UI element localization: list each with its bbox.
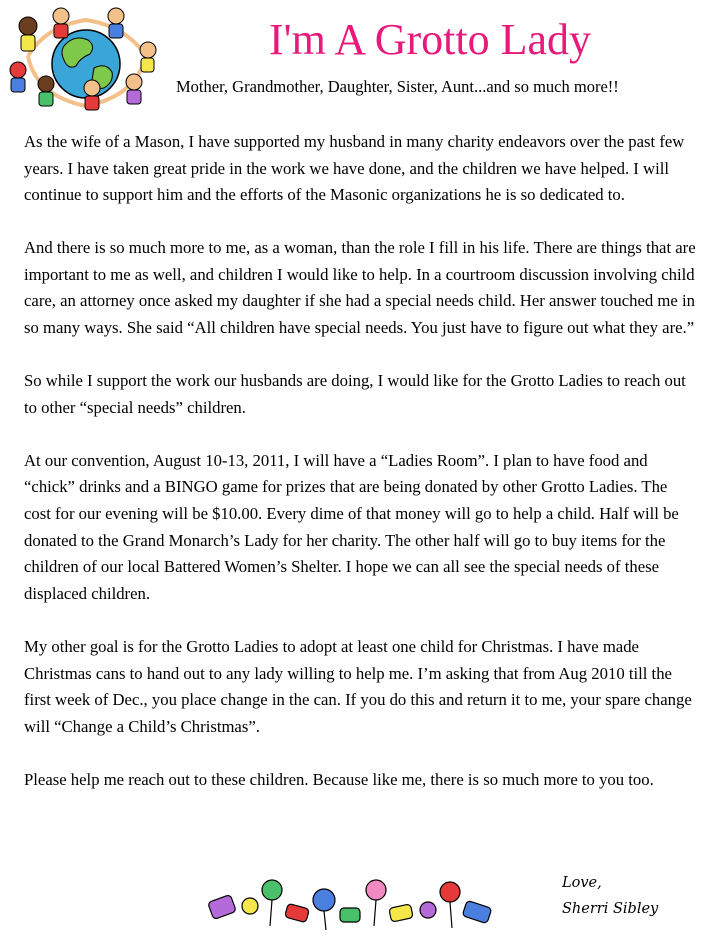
signature-block xyxy=(562,870,658,922)
letter-body xyxy=(24,129,696,820)
paragraph: Please help me reach out to these children. Because like me, there is so much more to you too. xyxy=(24,769,654,789)
paragraph: My other goal is for the Grotto Ladies to adopt at least one child for Christmas. I have made Christmas cans to hand out to any lady willing to help me. I’m asking that from Aug 2010 till the first week of Dec., you place change in the can. If you do this and return it to me, your spare change will “Change a Child’s Christmas”. xyxy=(24,636,692,736)
paragraph: As the wife of a Mason, I have supported my husband in many charity endeavors over the past few years. I have taken great pride in the work we have done, and the children we have helped. I will continue to support him and the efforts of the Masonic organizations he is so dedicated to. xyxy=(24,132,685,205)
children-around-globe-icon xyxy=(6,6,162,112)
signature-name: Sherri Sibley xyxy=(562,901,659,917)
candy-row-icon xyxy=(206,876,496,932)
signature-closing: Love, xyxy=(562,875,602,891)
paragraph: At our convention, August 10-13, 2011, I will have a “Ladies Room”. I plan to have food and “chick” drinks and a BINGO game for prizes that are being donated by other Grotto Ladies. The cost for our evening will be $10.00. Every dime of that money will go to help a child. Half will be donated to the Grand Monarch’s Lady for her charity. The other half will go to buy items for the children of our local Battered Women’s Shelter. I hope we can all see the special needs of these displaced children. xyxy=(24,450,679,603)
page-title: I'm A Grotto Lady xyxy=(268,15,591,64)
paragraph: And there is so much more to me, as a woman, than the role I fill in his life. There are things that are important to me as well, and children I would like to help. In a courtroom discussion involving child care, an attorney once asked my daughter if she had a special needs child. Her answer touched me in so many ways. She said “All children have special needs. You just have to figure out what they are.” xyxy=(24,238,696,338)
paragraph: So while I support the work our husbands are doing, I would like for the Grotto Ladies to reach out to other “special needs” children. xyxy=(24,371,686,417)
page-subtitle: Mother, Grandmother, Daughter, Sister, Aunt...and so much more!! xyxy=(176,77,619,96)
